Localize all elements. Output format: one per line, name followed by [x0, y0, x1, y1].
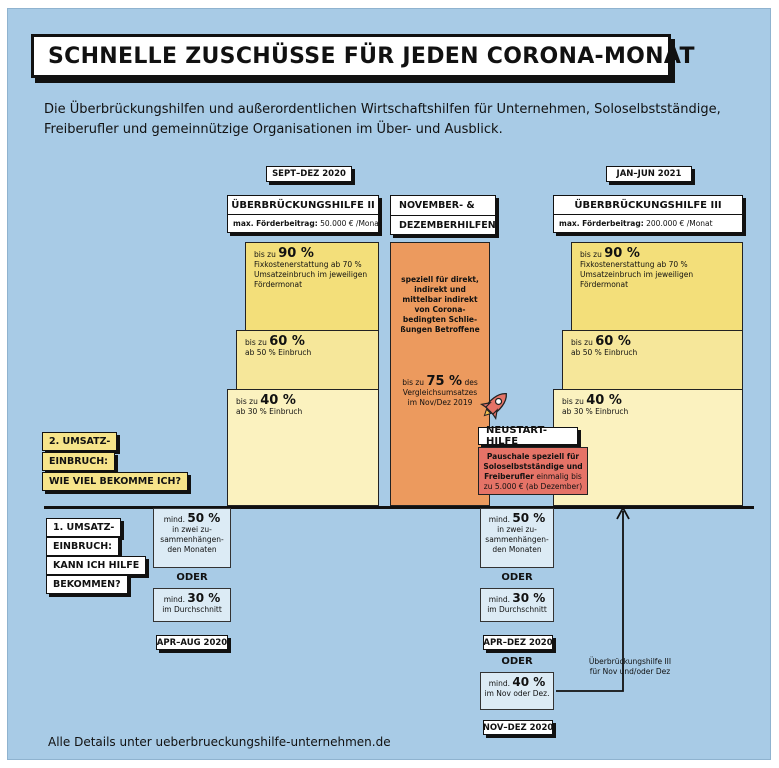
- max-funding-text: max. Förderbeitrag: 200.000 € /Monat: [559, 219, 713, 228]
- nov-heading-line-1: NOVEMBER- &: [399, 200, 475, 211]
- criterion-40-right: mind. 40 % im Nov oder Dez.: [480, 672, 554, 710]
- max-funding-text: max. Förderbeitrag: 50.000 € /Monat: [233, 219, 382, 228]
- panel-heading-text: ÜBERBRÜCKUNGSHILFE II: [228, 196, 378, 215]
- oder-right-2: ODER: [501, 656, 533, 667]
- infographic-canvas: [7, 8, 771, 760]
- arrow-connector: [548, 499, 648, 709]
- pct-75: 75 %: [426, 374, 463, 389]
- criterion-30-left: mind. 30 % im Durchschnitt: [153, 588, 231, 622]
- tier-40-right: bis zu 40 % ab 30 % Einbruch: [553, 389, 743, 506]
- criterion-50-right: mind. 50 % in zwei zu- sammenhängen- den Monaten: [480, 508, 554, 568]
- nov-desc: speziell für direkt, indirekt und mittelbar indirekt von Corona- bedingten Schlie- ßungen Betroffene: [400, 275, 480, 334]
- question-2-line-2: EINBRUCH:: [42, 452, 115, 471]
- pct-90: 90 %: [278, 246, 314, 261]
- criterion-50-left: mind. 50 % in zwei zu- sammenhängen- den Monaten: [153, 508, 231, 568]
- question-1-line-4: BEKOMMEN?: [46, 575, 128, 594]
- page-title: SCHNELLE ZUSCHÜSSE FÜR JEDEN CORONA-MONAT: [31, 34, 671, 78]
- tier-90-left: bis zu 90 % Fixkostenerstattung ab 70 % Umsatzeinbruch im jeweiligen Fördermonat: [245, 242, 379, 506]
- footer-link-text: Alle Details unter ueberbrueckungshilfe-unternehmen.de: [48, 735, 391, 749]
- period-tag-sept-dez-2020: SEPT–DEZ 2020: [266, 166, 352, 182]
- arrow-note: Überbrückungshilfe III für Nov und/oder Dez: [588, 657, 672, 676]
- nov-heading-line-2: DEZEMBERHILFEN: [391, 215, 495, 235]
- panel-heading-text: ÜBERBRÜCKUNGSHILFE III: [554, 196, 742, 215]
- title-shadow: [35, 39, 695, 83]
- nov-amount: bis zu 75 % des Vergleichsumsatzes im Nov/Dez 2019: [402, 374, 478, 407]
- pct-60: 60 %: [595, 334, 631, 349]
- subtitle-line-2: Freiberufler und gemeinnützige Organisationen im Über- und Ausblick.: [44, 122, 503, 137]
- subtitle: [44, 100, 724, 140]
- tier-60-left: bis zu 60 % ab 50 % Einbruch: [236, 330, 379, 506]
- tier-90-right: bis zu 90 % Fixkostenerstattung ab 70 % Umsatzeinbruch im jeweiligen Fördermonat: [571, 242, 743, 506]
- pct-40: 40 %: [586, 393, 622, 408]
- criterion-30-right: mind. 30 % im Durchschnitt: [480, 588, 554, 622]
- date-tag-nov-dez-2020: NOV–DEZ 2020: [483, 720, 553, 735]
- pct-60: 60 %: [269, 334, 305, 349]
- rocket-icon: [475, 387, 515, 423]
- tier-40-left: bis zu 40 % ab 30 % Einbruch: [227, 389, 379, 506]
- period-tag-jan-jun-2021: JAN–JUN 2021: [606, 166, 692, 182]
- question-2-line-3: WIE VIEL BEKOMME ICH?: [42, 472, 188, 491]
- date-tag-apr-dez-2020: APR–DEZ 2020: [483, 635, 553, 650]
- date-tag-apr-aug-2020: APR–AUG 2020: [156, 635, 228, 650]
- question-1-line-3: KANN ICH HILFE: [46, 556, 146, 575]
- oder-right-1: ODER: [501, 572, 533, 583]
- november-dezemberhilfen-block: [390, 242, 490, 506]
- ueberbrueckungshilfe-ii-heading: [227, 195, 382, 233]
- pct-90: 90 %: [604, 246, 640, 261]
- tier-60-right: bis zu 60 % ab 50 % Einbruch: [562, 330, 743, 506]
- question-1-line-2: EINBRUCH:: [46, 537, 119, 556]
- neustart-hilfe-heading: NEUSTART-HILFE: [478, 427, 578, 445]
- question-2-line-1: 2. UMSATZ-: [42, 432, 117, 451]
- question-1-line-1: 1. UMSATZ-: [46, 518, 121, 537]
- pct-40: 40 %: [260, 393, 296, 408]
- ueberbrueckungshilfe-iii-heading: [553, 195, 743, 233]
- neustart-hilfe-box: Pauschale speziell für Soloselbstständige und Freiberufler einmalig bis zu 5.000 € (ab Dezember): [478, 447, 588, 495]
- subtitle-line-1: Die Überbrückungshilfen und außerordentlichen Wirtschaftshilfen für Unternehmen, Soloselbstständige,: [44, 102, 721, 117]
- november-dezemberhilfen-heading: [390, 195, 496, 235]
- oder-left: ODER: [176, 572, 208, 583]
